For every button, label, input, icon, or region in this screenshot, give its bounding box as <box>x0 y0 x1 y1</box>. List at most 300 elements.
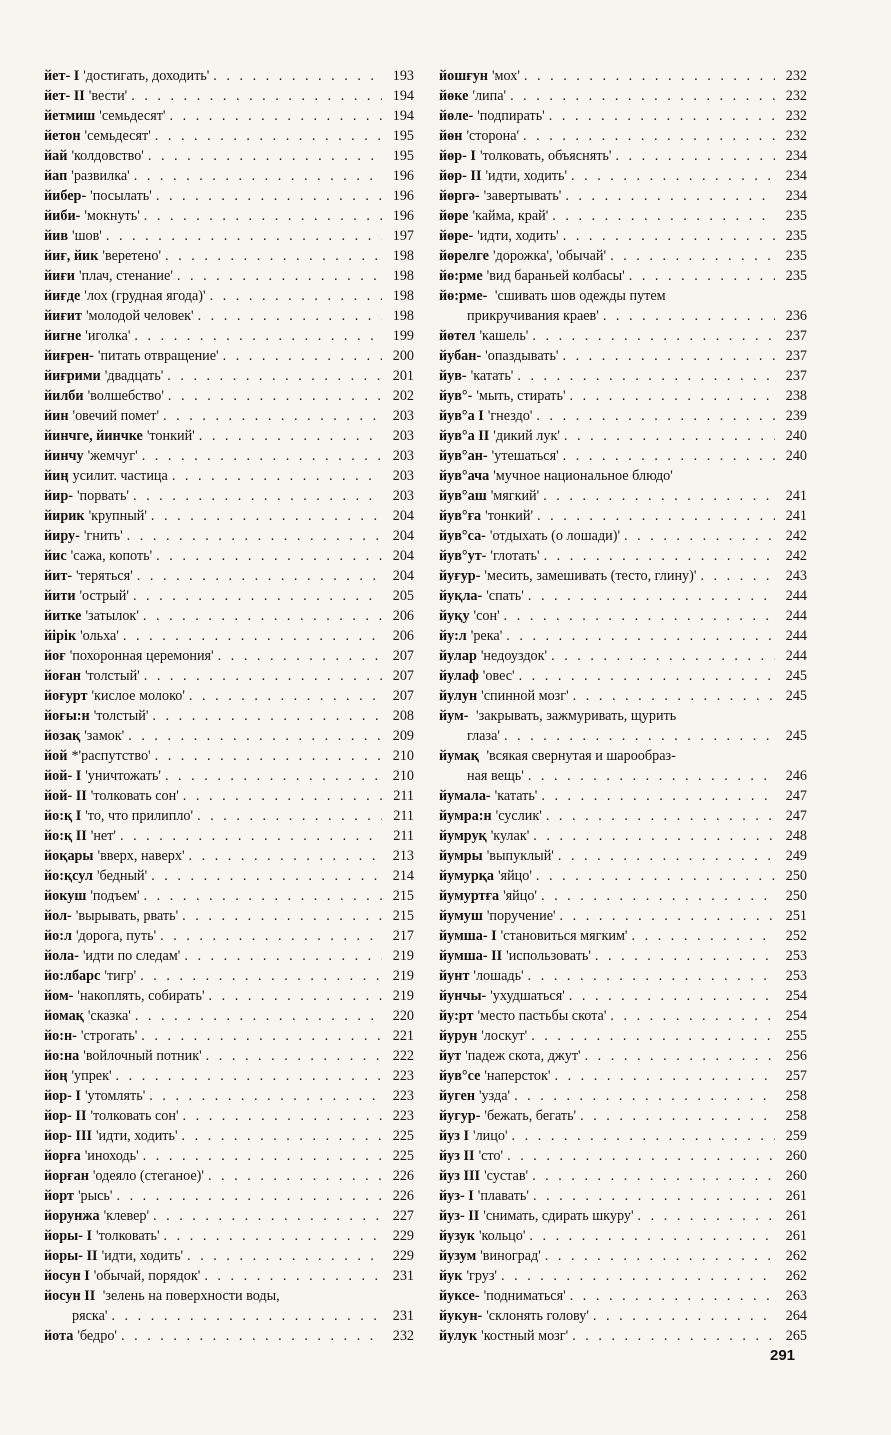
page-ref: 220 <box>392 1008 414 1024</box>
index-entry <box>44 866 414 886</box>
index-entry <box>44 706 414 726</box>
page-ref: 237 <box>785 328 807 344</box>
dot-leader <box>536 406 775 426</box>
gloss: 'идти, ходить' <box>101 1248 184 1264</box>
headword: йоғ <box>44 648 66 664</box>
gloss: 'тигр' <box>104 968 137 984</box>
headword: йап <box>44 168 68 184</box>
index-entry <box>439 506 807 526</box>
dot-leader <box>204 1266 382 1286</box>
dot-leader <box>142 446 382 466</box>
index-entry <box>44 386 414 406</box>
gloss: 'мыть, стирать' <box>476 388 566 404</box>
index-entry <box>439 906 807 926</box>
index-entry <box>439 346 807 366</box>
dot-leader <box>164 1226 382 1246</box>
dot-leader <box>218 646 382 666</box>
headword: йунт <box>439 968 470 984</box>
dot-leader <box>182 1126 382 1146</box>
gloss: 'кислое молоко' <box>91 688 185 704</box>
gloss: 'семьдесят' <box>99 108 166 124</box>
headword: йубан- <box>439 348 482 364</box>
gloss: 'яйцо' <box>503 888 537 904</box>
gloss: 'толковать, объяснять' <box>479 148 612 164</box>
page-ref: 198 <box>392 288 414 304</box>
index-entry <box>44 1046 414 1066</box>
dot-leader <box>120 826 382 846</box>
dot-leader <box>134 166 382 186</box>
index-entry <box>44 286 414 306</box>
gloss: 'волшебство' <box>87 388 164 404</box>
headword: йумры <box>439 848 483 864</box>
page-ref: 223 <box>392 1108 414 1124</box>
headword: йир- <box>44 488 73 504</box>
headword: йой- II <box>44 788 87 804</box>
page-ref: 262 <box>785 1268 807 1284</box>
page-ref: 227 <box>392 1208 414 1224</box>
headword: йосун II <box>44 1288 96 1304</box>
index-entry <box>439 1306 807 1326</box>
dot-leader <box>123 626 382 646</box>
index-entry <box>44 506 414 526</box>
headword: йут <box>439 1048 462 1064</box>
index-entry <box>439 1286 807 1306</box>
dot-leader <box>595 946 775 966</box>
dot-leader <box>536 866 775 886</box>
headword: йитке <box>44 608 82 624</box>
gloss: 'подъем' <box>90 888 140 904</box>
index-entry <box>439 1086 807 1106</box>
headword: йиғде <box>44 288 81 304</box>
dot-leader <box>545 1246 775 1266</box>
entry-line <box>44 1286 414 1306</box>
page-ref: 215 <box>392 908 414 924</box>
index-entry <box>44 966 414 986</box>
gloss: 'падеж скота, джут' <box>465 1048 581 1064</box>
entry-line <box>439 706 807 726</box>
dot-leader <box>213 66 382 86</box>
gloss: 'ухудшаться' <box>490 988 565 1004</box>
gloss: 'питать отвращение' <box>97 348 219 364</box>
index-entry <box>44 406 414 426</box>
gloss: 'утомлять' <box>84 1088 146 1104</box>
dot-leader <box>629 266 775 286</box>
gloss: 'посылать' <box>90 188 152 204</box>
dot-leader <box>549 106 775 126</box>
dot-leader <box>168 386 382 406</box>
index-entry <box>44 266 414 286</box>
gloss: 'ольха' <box>80 628 119 644</box>
dot-leader <box>624 526 775 546</box>
dot-leader <box>127 526 382 546</box>
dot-leader <box>546 806 775 826</box>
index-entry <box>44 526 414 546</box>
page-ref: 251 <box>785 908 807 924</box>
gloss: 'идти, ходить' <box>96 1128 178 1144</box>
dot-leader <box>528 966 775 986</box>
index-entry <box>44 1266 414 1286</box>
index-entry <box>439 826 807 846</box>
headword: йота <box>44 1328 74 1344</box>
page-ref: 232 <box>785 88 807 104</box>
headword: йув°- <box>439 388 473 404</box>
page-ref: 199 <box>392 328 414 344</box>
dot-leader <box>155 746 382 766</box>
page-ref: 219 <box>392 988 414 1004</box>
dot-leader <box>504 726 775 746</box>
page-ref: 200 <box>392 348 414 364</box>
page-ref: 244 <box>785 648 807 664</box>
entry-line <box>439 286 807 306</box>
gloss: 'становиться мягким' <box>500 928 628 944</box>
index-entry <box>44 186 414 206</box>
index-entry <box>439 1046 807 1066</box>
gloss: 'яйцо' <box>498 868 532 884</box>
headword: йо:қсул <box>44 868 93 884</box>
index-entry <box>44 1166 414 1186</box>
page-ref: 250 <box>785 868 807 884</box>
page-ref: 223 <box>392 1068 414 1084</box>
index-entry <box>44 66 414 86</box>
dot-leader <box>116 1066 382 1086</box>
page-ref: 207 <box>392 668 414 684</box>
headword: йомақ <box>44 1008 84 1024</box>
dot-leader <box>531 1026 775 1046</box>
dot-leader <box>165 766 382 786</box>
gloss: 'отдыхать (о лошади)' <box>489 528 621 544</box>
page-ref: 247 <box>785 808 807 824</box>
dot-leader <box>551 646 775 666</box>
page-ref: 232 <box>785 128 807 144</box>
index-entry <box>439 946 807 966</box>
dot-leader <box>514 1086 775 1106</box>
page-ref: 241 <box>785 508 807 524</box>
headword: йо:қ I <box>44 808 82 824</box>
page-ref: 207 <box>392 648 414 664</box>
headword: йуғур- <box>439 568 481 584</box>
page-ref: 204 <box>392 568 414 584</box>
headword: йоған <box>44 668 81 684</box>
gloss: 'лох (грудная ягода)' <box>84 288 206 304</box>
gloss: *'распутство' <box>71 748 151 764</box>
gloss: усилит. частица <box>72 468 168 484</box>
gloss: 'узда' <box>479 1088 511 1104</box>
page-ref: 208 <box>392 708 414 724</box>
page-ref: 213 <box>392 848 414 864</box>
dot-leader <box>572 1326 775 1346</box>
page-ref: 196 <box>392 168 414 184</box>
headword: йумуш <box>439 908 483 924</box>
index-entry <box>44 746 414 766</box>
index-entry <box>44 326 414 346</box>
gloss-continued: ная вещь' <box>467 768 524 784</box>
headword: йинчге, йинчке <box>44 428 143 444</box>
gloss: 'жемчуг' <box>87 448 138 464</box>
headword: йоғурт <box>44 688 88 704</box>
index-entry <box>439 286 807 326</box>
index-entry <box>439 166 807 186</box>
page-ref: 219 <box>392 968 414 984</box>
dot-leader <box>517 366 775 386</box>
gloss: 'использовать' <box>506 948 591 964</box>
index-entry <box>439 1326 807 1346</box>
headword: йетмиш <box>44 108 96 124</box>
dot-leader <box>603 306 775 326</box>
gloss: 'костный мозг' <box>481 1328 569 1344</box>
gloss: 'острый' <box>79 588 129 604</box>
headword: йулаф <box>439 668 479 684</box>
gloss: 'вырывать, рвать' <box>75 908 179 924</box>
dot-leader <box>121 1326 382 1346</box>
dot-leader <box>183 786 382 806</box>
dot-leader <box>573 686 775 706</box>
gloss: 'катать' <box>470 368 514 384</box>
gloss: 'порвать' <box>76 488 129 504</box>
gloss: 'место пастьбы скота' <box>477 1008 607 1024</box>
index-entry <box>44 766 414 786</box>
gloss: 'рысь' <box>77 1188 113 1204</box>
gloss: 'сшивать шов одежды путем <box>494 288 666 304</box>
left-column <box>44 66 414 1346</box>
dot-leader <box>137 566 382 586</box>
index-entry <box>44 306 414 326</box>
gloss: 'бедный' <box>96 868 148 884</box>
index-entry <box>439 266 807 286</box>
gloss: 'месить, замешивать (тесто, глину)' <box>484 568 697 584</box>
dot-leader <box>580 1106 775 1126</box>
headword: йинчу <box>44 448 84 464</box>
gloss: 'кулак' <box>490 828 530 844</box>
dot-leader <box>610 246 775 266</box>
headword: йорунжа <box>44 1208 100 1224</box>
page-ref: 250 <box>785 888 807 904</box>
page-ref: 245 <box>785 688 807 704</box>
index-entry <box>44 206 414 226</box>
headword: йө:рме- <box>439 288 488 304</box>
page-ref: 237 <box>785 348 807 364</box>
index-entry <box>439 486 807 506</box>
page-ref: 223 <box>392 1088 414 1104</box>
headword: йумша- I <box>439 928 497 944</box>
index-entry <box>439 1106 807 1126</box>
gloss: 'утешаться' <box>491 448 559 464</box>
dot-leader <box>167 366 382 386</box>
dot-leader <box>528 586 775 606</box>
gloss: 'лошадь' <box>473 968 524 984</box>
index-entry <box>439 406 807 426</box>
index-entry <box>44 126 414 146</box>
gloss: 'вид бараньей колбасы' <box>486 268 625 284</box>
headword: йув°а I <box>439 408 484 424</box>
index-entry <box>439 226 807 246</box>
dot-leader <box>189 846 382 866</box>
headword: йиби- <box>44 208 81 224</box>
page-ref: 234 <box>785 148 807 164</box>
headword: йумуртға <box>439 888 500 904</box>
page-ref: 229 <box>392 1228 414 1244</box>
page-ref: 235 <box>785 248 807 264</box>
index-entry <box>439 206 807 226</box>
page-ref: 206 <box>392 628 414 644</box>
headword: йой- I <box>44 768 82 784</box>
page-ref: 239 <box>785 408 807 424</box>
dot-leader <box>562 346 775 366</box>
index-entry <box>439 666 807 686</box>
headword: йетон <box>44 128 81 144</box>
page-ref: 234 <box>785 168 807 184</box>
index-entry <box>44 886 414 906</box>
page-ref: 240 <box>785 448 807 464</box>
headword: йук <box>439 1268 463 1284</box>
gloss: 'сажа, копоть' <box>70 548 153 564</box>
gloss: 'толстый' <box>84 668 140 684</box>
dot-leader <box>128 726 382 746</box>
dot-leader <box>210 286 382 306</box>
gloss: 'веретено' <box>102 248 162 264</box>
headword: йиғрими <box>44 368 101 384</box>
dot-leader <box>148 146 382 166</box>
index-entry <box>44 626 414 646</box>
headword: йигне <box>44 328 82 344</box>
index-entry <box>439 326 807 346</box>
dot-leader <box>160 926 382 946</box>
headword: йо:лбарс <box>44 968 101 984</box>
index-entry <box>439 366 807 386</box>
page-ref: 261 <box>785 1188 807 1204</box>
headword: йу:рт <box>439 1008 474 1024</box>
index-entry <box>44 146 414 166</box>
gloss: 'обычай, порядок' <box>93 1268 201 1284</box>
page-ref: 229 <box>392 1248 414 1264</box>
gloss: 'сторона' <box>466 128 520 144</box>
gloss: 'замок' <box>84 728 125 744</box>
index-entry <box>44 826 414 846</box>
gloss: 'груз' <box>466 1268 497 1284</box>
headword: йоқары <box>44 848 94 864</box>
gloss: 'сон' <box>473 608 500 624</box>
gloss: 'толковать сон' <box>90 788 179 804</box>
dot-leader <box>156 186 382 206</box>
entry-line-continued <box>44 1306 414 1326</box>
index-entry <box>439 886 807 906</box>
page-ref: 246 <box>785 768 807 784</box>
gloss: 'гнездо' <box>487 408 533 424</box>
dot-leader <box>700 566 775 586</box>
dot-leader <box>560 906 775 926</box>
headword: йирик <box>44 508 85 524</box>
index-entry <box>439 186 807 206</box>
dot-leader <box>116 1186 382 1206</box>
gloss: 'лицо' <box>473 1128 508 1144</box>
dot-leader <box>199 426 382 446</box>
page-ref: 244 <box>785 628 807 644</box>
headword: йулук <box>439 1328 478 1344</box>
index-entry <box>439 126 807 146</box>
entry-line-continued <box>439 726 807 746</box>
page-ref: 249 <box>785 848 807 864</box>
gloss: 'достигать, доходить' <box>83 68 210 84</box>
page-ref: 196 <box>392 208 414 224</box>
gloss: 'катать' <box>494 788 538 804</box>
headword: йор- III <box>44 1128 92 1144</box>
headword: йөле- <box>439 108 474 124</box>
index-entry <box>44 606 414 626</box>
headword: йiрiк <box>44 628 77 644</box>
dot-leader <box>143 1146 382 1166</box>
headword: йин <box>44 408 69 424</box>
gloss: 'толковать сон' <box>90 1108 179 1124</box>
page-ref: 211 <box>393 788 414 804</box>
index-entry <box>439 706 807 746</box>
headword: йуз I <box>439 1128 470 1144</box>
dot-leader <box>563 446 775 466</box>
headword: йуз III <box>439 1168 481 1184</box>
dot-leader <box>552 206 775 226</box>
headword: йө:рме <box>439 268 483 284</box>
page-ref: 253 <box>785 948 807 964</box>
headword: йуқла- <box>439 588 483 604</box>
index-entry <box>439 246 807 266</box>
headword: йорт <box>44 1188 74 1204</box>
headword: йу:л <box>439 628 467 644</box>
page-ref: 265 <box>785 1328 807 1344</box>
gloss: 'суслик' <box>495 808 542 824</box>
page-ref: 217 <box>392 928 414 944</box>
headword: йиру- <box>44 528 80 544</box>
dot-leader <box>569 986 775 1006</box>
index-entry <box>439 1186 807 1206</box>
index-entry <box>439 646 807 666</box>
headword: йумра:н <box>439 808 492 824</box>
page-ref: 244 <box>785 608 807 624</box>
dot-leader <box>170 106 383 126</box>
headword: йиғи <box>44 268 75 284</box>
dot-leader <box>532 326 775 346</box>
gloss: 'теряться' <box>76 568 133 584</box>
dot-leader <box>151 506 382 526</box>
headword: йумурқа <box>439 868 494 884</box>
gloss: 'гнить' <box>83 528 123 544</box>
dot-leader <box>528 766 775 786</box>
index-entry <box>439 806 807 826</box>
headword: йуқу <box>439 608 470 624</box>
dot-leader <box>143 606 382 626</box>
dot-leader <box>133 486 382 506</box>
headword: йуксе- <box>439 1288 480 1304</box>
index-entry <box>44 786 414 806</box>
gloss: 'склонять голову' <box>486 1308 589 1324</box>
index-entry <box>44 846 414 866</box>
gloss: 'бежать, бегать' <box>484 1108 577 1124</box>
gloss: 'молодой человек' <box>85 308 194 324</box>
index-entry <box>439 606 807 626</box>
page-ref: 225 <box>392 1128 414 1144</box>
page-ref: 244 <box>785 588 807 604</box>
index-entry <box>44 1226 414 1246</box>
page-ref: 242 <box>785 548 807 564</box>
index-entry <box>439 586 807 606</box>
headword: йоры- I <box>44 1228 93 1244</box>
dot-leader <box>133 586 382 606</box>
index-entry <box>44 1106 414 1126</box>
gloss-continued: глаза' <box>467 728 500 744</box>
page-ref: 236 <box>785 308 807 324</box>
gloss: 'уничтожать' <box>85 768 161 784</box>
page-ref: 235 <box>785 268 807 284</box>
dot-leader <box>134 326 382 346</box>
index-entry <box>439 1226 807 1246</box>
dot-leader <box>177 266 382 286</box>
